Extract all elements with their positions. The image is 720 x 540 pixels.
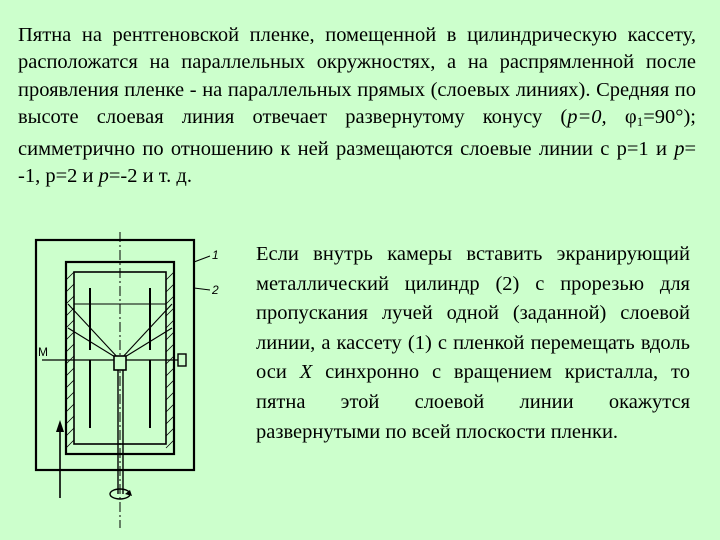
var-p-2: p <box>674 137 685 160</box>
intro-text-3: =90°); симметрично по отношению к ней размещаются слоевые линии с p=1 и <box>18 106 696 160</box>
method-text-1: Если внутрь камеры вставить экранирующий металлический цилиндр (2) с прорезью для пропускания лучей одной (заданной) слоевой линии, а кассету (1) с пленкой перемещать вдоль оси <box>256 243 690 384</box>
label-m: М <box>38 345 48 359</box>
intro-text-4: = -1, p=2 и <box>18 137 696 188</box>
method-text-2: синхронно с вращением кристалла, то пятна этой слоевой линии окажутся развернутыми по всей плоскости пленки. <box>256 361 690 443</box>
crystal <box>114 356 126 370</box>
var-p-3: p <box>98 165 109 188</box>
beam-stop <box>178 354 186 366</box>
var-p: p <box>567 106 578 129</box>
camera-diagram <box>28 232 250 532</box>
label-1: 1 <box>212 248 219 262</box>
intro-text-2: =0, <box>577 106 625 129</box>
leader-2 <box>194 288 210 290</box>
intro-text-1: Пятна на рентгеновской пленке, помещенной в цилиндрическую кассету, расположатся на параллельных окружностях, а на распрямленной после проявления пленке - на параллельных прямых (слоевых линиях). Средняя по высоте слоевая линия отвечает развернутому конусу ( <box>18 24 696 129</box>
label-2: 2 <box>212 283 219 297</box>
method-paragraph <box>256 240 690 447</box>
var-x: X <box>299 361 313 384</box>
leader-1 <box>194 256 210 262</box>
phi-subscript: 1 <box>636 114 644 130</box>
var-phi: φ <box>624 106 637 129</box>
x-axis-arrowhead <box>56 420 64 432</box>
intro-text-5: =-2 и т. д. <box>108 165 192 188</box>
intro-paragraph <box>18 22 696 190</box>
